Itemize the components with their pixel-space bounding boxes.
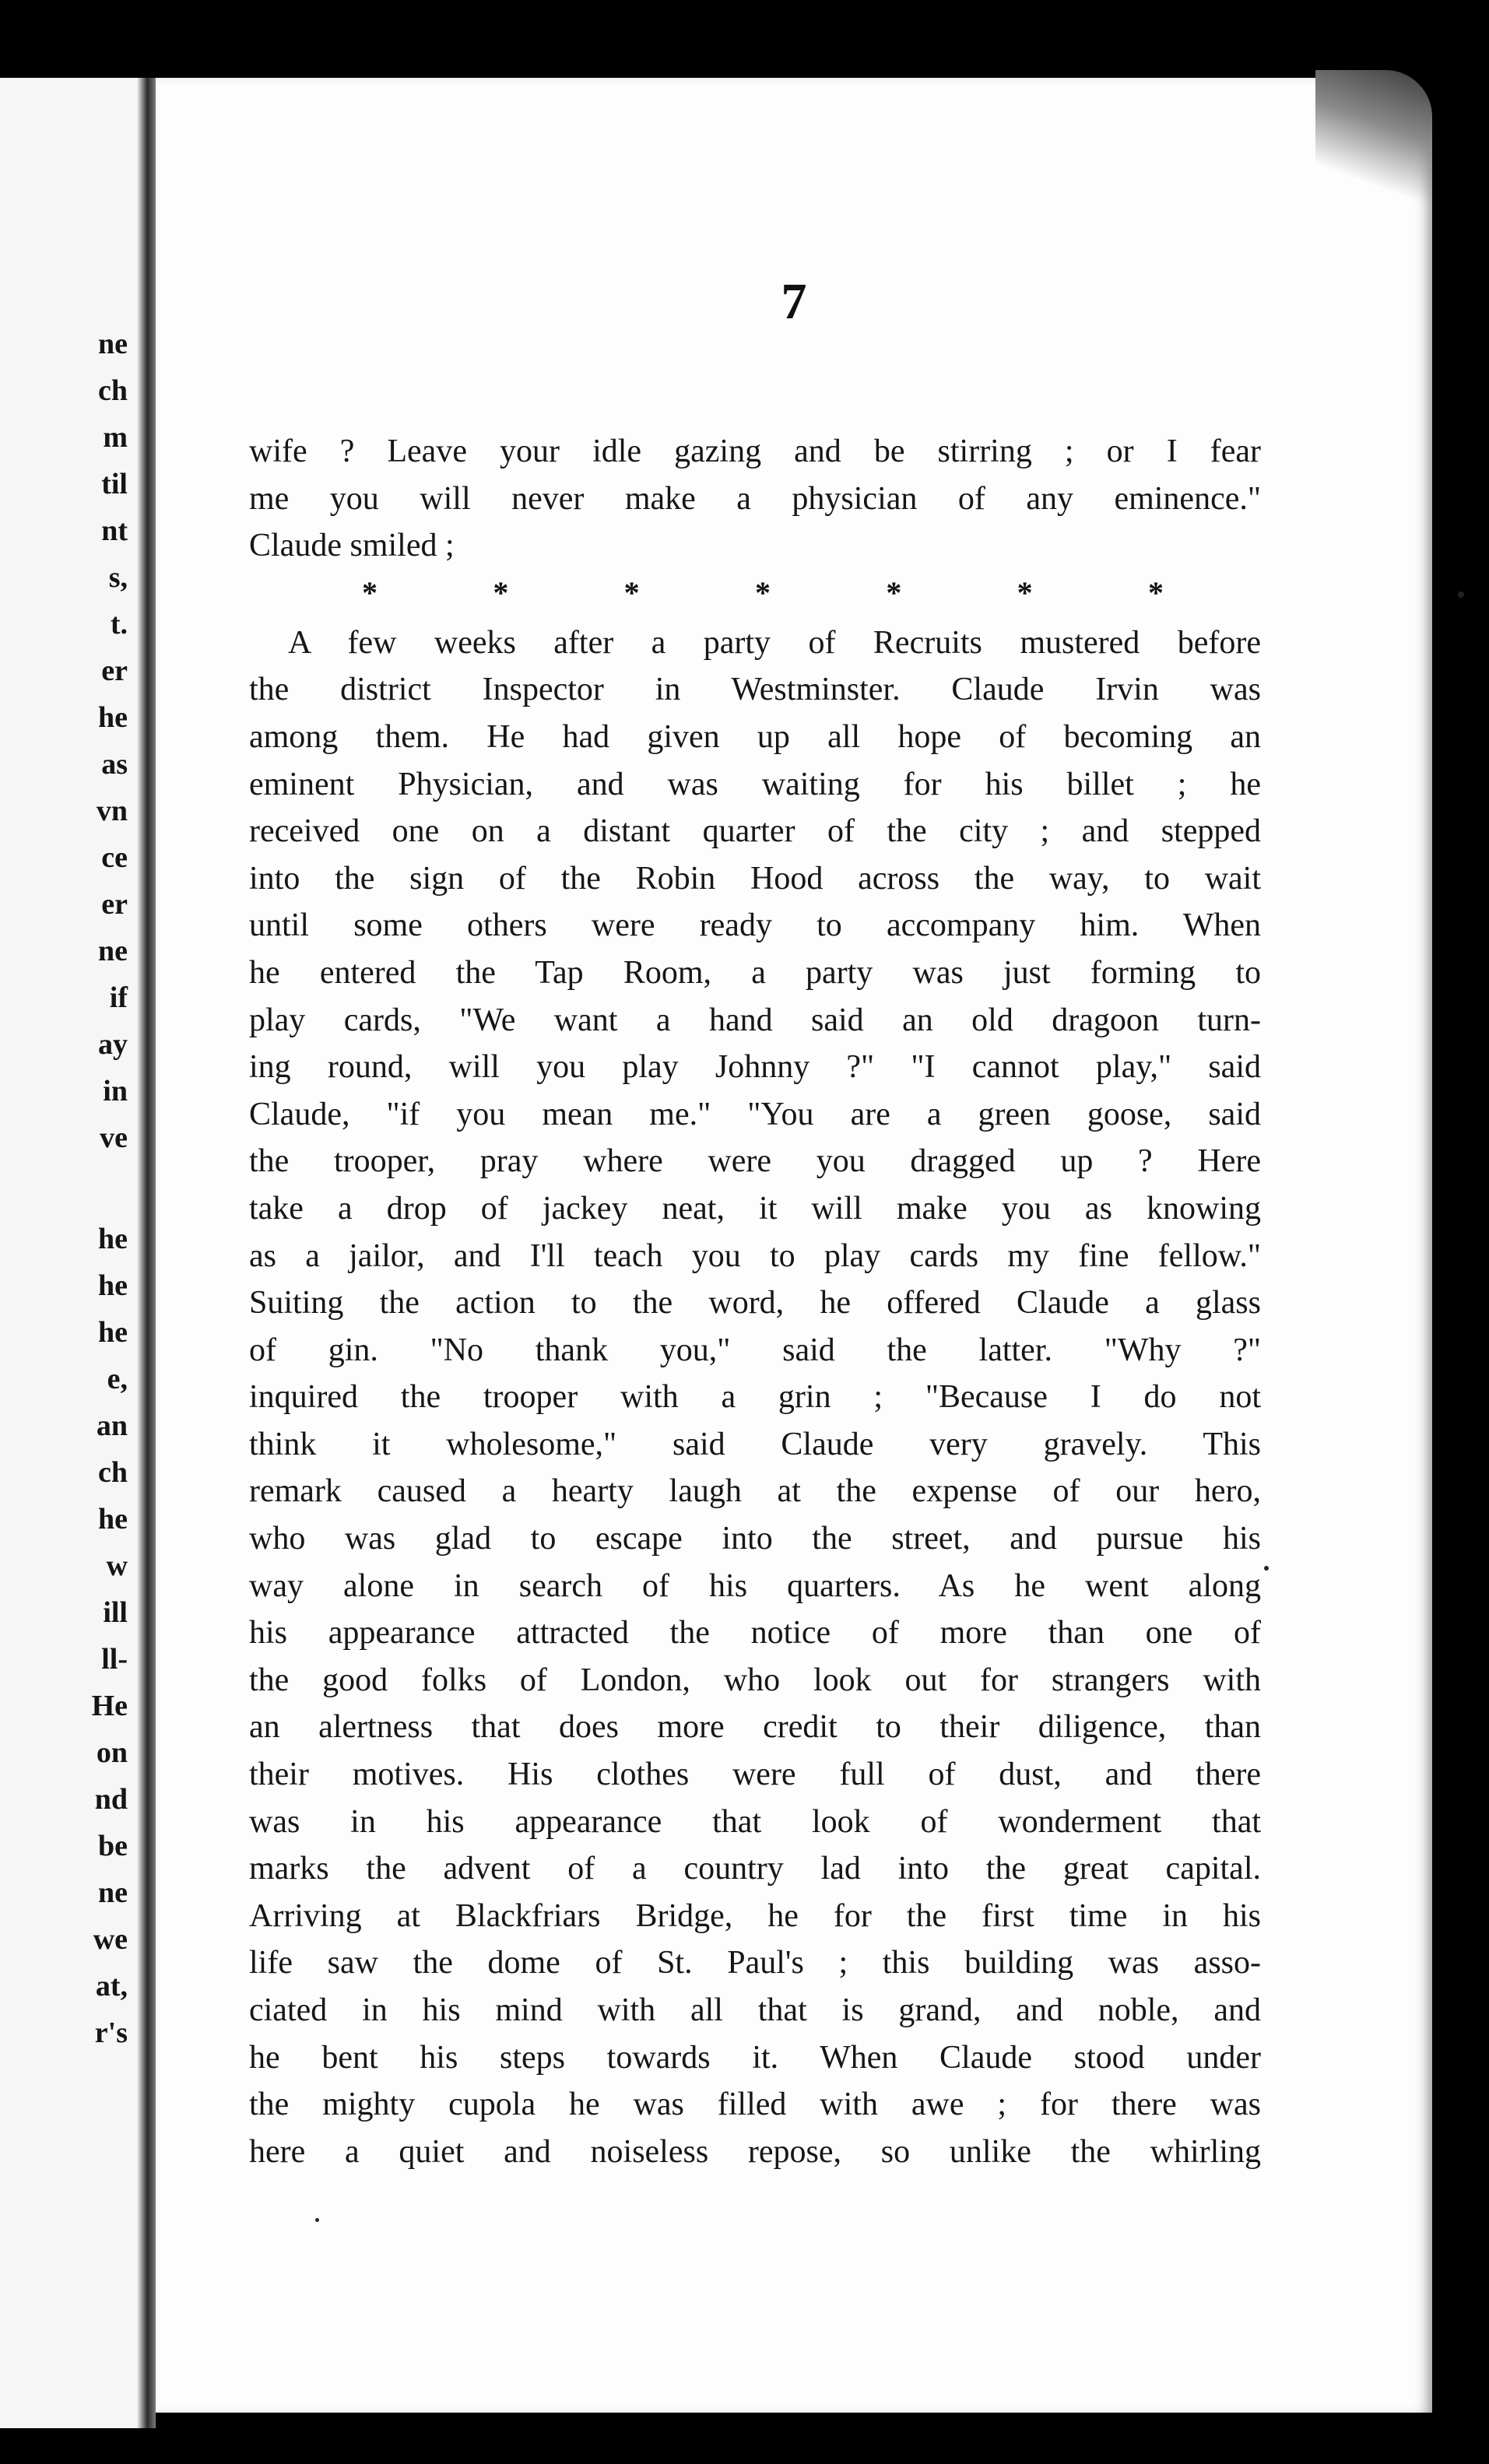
text-line: Claude smiled ; bbox=[249, 528, 455, 564]
text-line: was in his appearance that look of wonderment that bbox=[249, 1803, 1261, 1840]
text-line: until some others were ready to accompany him. When bbox=[249, 907, 1261, 944]
text-line: their motives. His clothes were full of dust, and there bbox=[249, 1757, 1261, 1793]
text-line: here a quiet and noiseless repose, so unlike the whirling bbox=[249, 2133, 1261, 2170]
left-page-line-fragment: on bbox=[96, 1736, 128, 1769]
left-page-line-fragment: ch bbox=[98, 374, 128, 407]
text-line: take a drop of jackey neat, it will make you as knowing bbox=[249, 1190, 1261, 1227]
text-line: the trooper, pray where were you dragged up ? Here bbox=[249, 1143, 1261, 1180]
left-page-line-fragment: ne bbox=[98, 1876, 128, 1909]
book-gutter bbox=[137, 78, 156, 2428]
left-page-line-fragment: he bbox=[98, 1223, 128, 1255]
asterisk: * bbox=[754, 574, 771, 610]
text-line: marks the advent of a country lad into the great capital. bbox=[249, 1851, 1261, 1887]
left-page-line-fragment: be bbox=[98, 1830, 128, 1862]
text-line: A few weeks after a party of Recruits mustered before bbox=[288, 624, 1261, 661]
text-line: his appearance attracted the notice of more than one of bbox=[249, 1615, 1261, 1651]
left-page-line-fragment: he bbox=[98, 1316, 128, 1349]
left-page-line-fragment: er bbox=[101, 655, 128, 687]
left-page-line-fragment: m bbox=[103, 421, 128, 454]
text-line: inquired the trooper with a grin ; "Because I do not bbox=[249, 1379, 1261, 1416]
text-line: among them. He had given up all hope of becoming an bbox=[249, 718, 1261, 755]
left-page-line-fragment: ne bbox=[98, 935, 128, 967]
left-page-line-fragment: as bbox=[101, 748, 128, 781]
text-line: ciated in his mind with all that is grand, and noble, and bbox=[249, 1992, 1261, 2028]
left-page-line-fragment: he bbox=[98, 1503, 128, 1536]
text-line: eminent Physician, and was waiting for his billet ; he bbox=[249, 766, 1261, 802]
worn-page-corner bbox=[1315, 70, 1432, 210]
left-page-line-fragment: ay bbox=[98, 1028, 128, 1061]
asterisk: * bbox=[623, 574, 640, 610]
book-page bbox=[156, 78, 1432, 2413]
asterisk: * bbox=[1017, 574, 1033, 610]
text-line: Claude, "if you mean me." "You are a green goose, said bbox=[249, 1096, 1261, 1132]
paragraph-1 bbox=[249, 428, 1261, 570]
left-page-line-fragment: he bbox=[98, 701, 128, 734]
text-line: the good folks of London, who look out for strangers with bbox=[249, 1662, 1261, 1698]
scan-speck bbox=[315, 2218, 319, 2222]
left-page-line-fragment: ne bbox=[98, 328, 128, 360]
asterisk: * bbox=[493, 574, 509, 610]
left-page-line-fragment: w bbox=[106, 1550, 128, 1582]
text-line: of gin. "No thank you," said the latter. "Why ?" bbox=[249, 1332, 1261, 1368]
left-page-line-fragment: in bbox=[103, 1075, 128, 1107]
text-line: an alertness that does more credit to their diligence, than bbox=[249, 1709, 1261, 1746]
left-page-line-fragment: we bbox=[93, 1923, 128, 1956]
text-line: into the sign of the Robin Hood across the way, to wait bbox=[249, 860, 1261, 897]
text-line: Suiting the action to the word, he offered Claude a glass bbox=[249, 1285, 1261, 1322]
text-line: play cards, "We want a hand said an old dragoon turn- bbox=[249, 1002, 1261, 1038]
asterisk: * bbox=[362, 574, 378, 610]
text-line: he bent his steps towards it. When Claude stood under bbox=[249, 2039, 1261, 2076]
scan-speck bbox=[1264, 1566, 1269, 1571]
text-line: life saw the dome of St. Paul's ; this building was asso- bbox=[249, 1945, 1261, 1981]
left-page-line-fragment: er bbox=[101, 888, 128, 921]
left-page-line-fragment: ill bbox=[103, 1596, 128, 1629]
page-body-text bbox=[249, 428, 1261, 2175]
left-page-line-fragment: til bbox=[101, 468, 128, 500]
text-line: way alone in search of his quarters. As he went along bbox=[249, 1567, 1261, 1604]
text-line: as a jailor, and I'll teach you to play cards my fine fellow." bbox=[249, 1237, 1261, 1274]
asterisk: * bbox=[886, 574, 902, 610]
text-line: the district Inspector in Westminster. Claude Irvin was bbox=[249, 672, 1261, 708]
text-line: he entered the Tap Room, a party was just forming to bbox=[249, 954, 1261, 991]
left-page-line-fragment: he bbox=[98, 1269, 128, 1302]
text-line: wife ? Leave your idle gazing and be stirring ; or I fear bbox=[249, 433, 1261, 469]
text-line: think it wholesome," said Claude very gravely. This bbox=[249, 1426, 1261, 1462]
text-line: remark caused a hearty laugh at the expense of our hero, bbox=[249, 1473, 1261, 1510]
left-page-line-fragment: He bbox=[91, 1690, 128, 1722]
section-break-asterisks bbox=[362, 570, 1164, 616]
left-page-line-fragment: vn bbox=[96, 795, 128, 827]
left-page-line-fragment: t. bbox=[110, 608, 128, 641]
left-page-line-fragment: ve bbox=[100, 1121, 128, 1154]
left-page-line-fragment: e, bbox=[107, 1363, 128, 1395]
asterisk: * bbox=[1147, 574, 1164, 610]
left-page-line-fragment: ch bbox=[98, 1456, 128, 1489]
page-number: 7 bbox=[781, 273, 807, 330]
left-page-line-fragment: ll- bbox=[101, 1643, 128, 1676]
text-line: the mighty cupola he was filled with awe ; for there was bbox=[249, 2087, 1261, 2123]
scan-speck bbox=[1458, 591, 1464, 598]
left-page-fragment bbox=[0, 78, 137, 2428]
left-page-line-fragment: ce bbox=[101, 841, 128, 874]
text-line: who was glad to escape into the street, and pursue his bbox=[249, 1521, 1261, 1557]
text-line: Arriving at Blackfriars Bridge, he for the first time in his bbox=[249, 1897, 1261, 1934]
left-page-line-fragment: nt bbox=[101, 514, 128, 547]
left-page-line-fragment: r's bbox=[94, 2016, 128, 2049]
text-line: ing round, will you play Johnny ?" "I cannot play," said bbox=[249, 1049, 1261, 1086]
left-page-line-fragment: nd bbox=[94, 1783, 128, 1816]
left-page-line-fragment: at, bbox=[95, 1970, 128, 2002]
left-page-line-fragment: an bbox=[96, 1409, 128, 1442]
left-page-line-fragment: if bbox=[109, 981, 128, 1014]
text-line: received one on a distant quarter of the city ; and stepped bbox=[249, 813, 1261, 850]
paragraph-2 bbox=[249, 620, 1261, 2176]
left-page-line-fragment: s, bbox=[108, 561, 128, 594]
text-line: me you will never make a physician of any eminence." bbox=[249, 480, 1261, 517]
